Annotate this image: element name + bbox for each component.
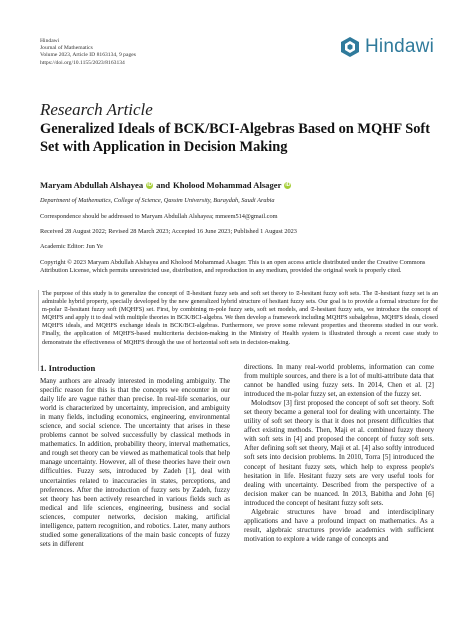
- correspondence: Correspondence should be addressed to Maryam Abdullah Alshayea; mmeem514@gmail.com: [40, 213, 278, 220]
- abstract: The purpose of this study is to generalize the concept of 𝔖-hesitant fuzzy sets and soft set theory to 𝔖-hesitant fuzzy soft sets. The 𝔖-hesitant fuzzy set is an admirable hybrid property, specially developed by the new generalized hybrid structure of hesitant fuzzy sets. Our goal is to provide a formal structure for the m-polar 𝔖-hesitant fuzzy soft (MQHFS) set. First, by combining m-pole fuzzy sets, soft set models, and 𝔖-hesitant fuzzy sets, we introduce the concept of MQHFS and apply it to deal with multiple theories in BCK/BCI-algebra. We then develop a framework including MQHFS subalgebras, MQHFS ideals, closed MQHFS ideals, and MQHFS exchange ideals in BCK/BCI-algebras. Furthermore, we prove some relevant properties and theorems studied in our work. Finally, the application of MQHFS-based multicriteria decision-making in the Ministry of Health system is illustrated through a recent case study to demonstrate the effectiveness of MQHFS through the use of horizontal soft sets in decision-making.: [42, 290, 438, 346]
- affiliation: Department of Mathematics, College of Science, Qassim University, Buraydah, Saudi Arabia: [40, 197, 275, 204]
- paragraph: Many authors are already interested in modeling ambiguity. The specific reason for this is that the concepts we encounter in our daily life are vague rather than precise. In real-life scenarios, our world is characterized by uncertainty, imprecision, and ambiguity in many fields, including economics, engineering, environmental science, and social science. The uncertainty that arises in these problems cannot be solved successfully by classical methods in mathematics. In addition, probability theory, interval mathematics, and rough set theory can be viewed as mathematical tools that help manage uncertainty. However, all of these theories have their own difficulties. Fuzzy sets, introduced by Zadeh [1], deal with uncertainties related to inaccuracies in states, perceptions, and preferences. After the introduction of fuzzy sets by Zadeh, fuzzy set theory has been actively researched in various fields such as medical and life sciences, engineering, business and social sciences, computer networks, decision making, artificial intelligence, pattern recognition, and robotics. Later, many authors studied some generalizations of the main basic concepts of fuzzy sets in different: [40, 377, 230, 548]
- author-first: Maryam Abdullah Alshayea: [40, 180, 144, 190]
- paragraph: Algebraic structures have broad and interdisciplinary applications and have a profound impact on mathematics. As a result, algebraic structures provide academics with sufficient motivation to explore a wide range of concepts and: [244, 507, 434, 543]
- orcid-icon[interactable]: iD: [147, 181, 153, 188]
- copyright-notice: Copyright © 2023 Maryam Abdullah Alshayea and Kholood Mohammad Alsager. This is an open access article distributed under the Creative Commons Attribution License, which permits unrestricted use, distribution, and reproduction in any medium, provided the original work is properly cited.: [40, 259, 426, 274]
- publisher-name: Hindawi: [40, 38, 60, 44]
- author-conjunction: and: [156, 180, 171, 190]
- paragraph: Molodtsov [3] first proposed the concept of soft set theory. Soft set theory became a general tool for dealing with uncertainty. The utility of soft set theory is that it does not present difficulties that affect existing methods. Then, Maji et al. combined fuzzy theory with soft sets in [4] and proposed the concept of fuzzy soft sets. After defining soft set theory, Maji et al. [4] also softly introduced soft sets into decision problems. In 2010, Torra [5] introduced the concept of hesitant fuzzy sets, which help to express people's hesitation in life. Hesitant fuzzy sets are very useful tools for dealing with uncertainty. Described from the perspective of a decision maker can be nuanced. In 2013, Babitha and John [6] introduced the concept of hesitant fuzzy soft sets.: [244, 399, 434, 507]
- volume-info: Volume 2023, Article ID 8163134, 9 pages: [40, 52, 136, 59]
- left-column: [40, 377, 230, 549]
- journal-name: Journal of Mathematics: [40, 45, 93, 52]
- paragraph: directions. In many real-world problems, information can come from multiple sources, and there is a lot of multi-attribute data that cannot be handled using fuzzy sets. In 2014, Chen et al. [2] introduced the m-polar fuzzy set, an extension of the fuzzy set.: [244, 363, 434, 399]
- orcid-icon[interactable]: iD: [285, 181, 291, 188]
- doi-link[interactable]: https://doi.org/10.1155/2023/8163134: [40, 59, 125, 66]
- journal-header: [40, 38, 136, 67]
- academic-editor: Academic Editor: Jun Ye: [40, 243, 103, 250]
- paper-title: Generalized Ideals of BCK/BCI-Algebras Based on MQHF Soft Set with Application in Decision Making: [40, 121, 431, 155]
- author-second: Kholood Mohammad Alsager: [173, 180, 282, 190]
- publication-dates: Received 28 August 2022; Revised 28 March 2023; Accepted 16 June 2023; Published 1 August 2023: [40, 228, 297, 235]
- logo-text: Hindawi: [365, 36, 434, 57]
- right-column: [244, 363, 434, 544]
- article-type: Research Article: [40, 100, 153, 119]
- author-line: [40, 180, 291, 190]
- hindawi-logo: [339, 36, 434, 58]
- section-heading: 1. Introduction: [40, 363, 96, 373]
- abstract-rule: [38, 290, 39, 371]
- hindawi-logo-icon: [339, 36, 361, 58]
